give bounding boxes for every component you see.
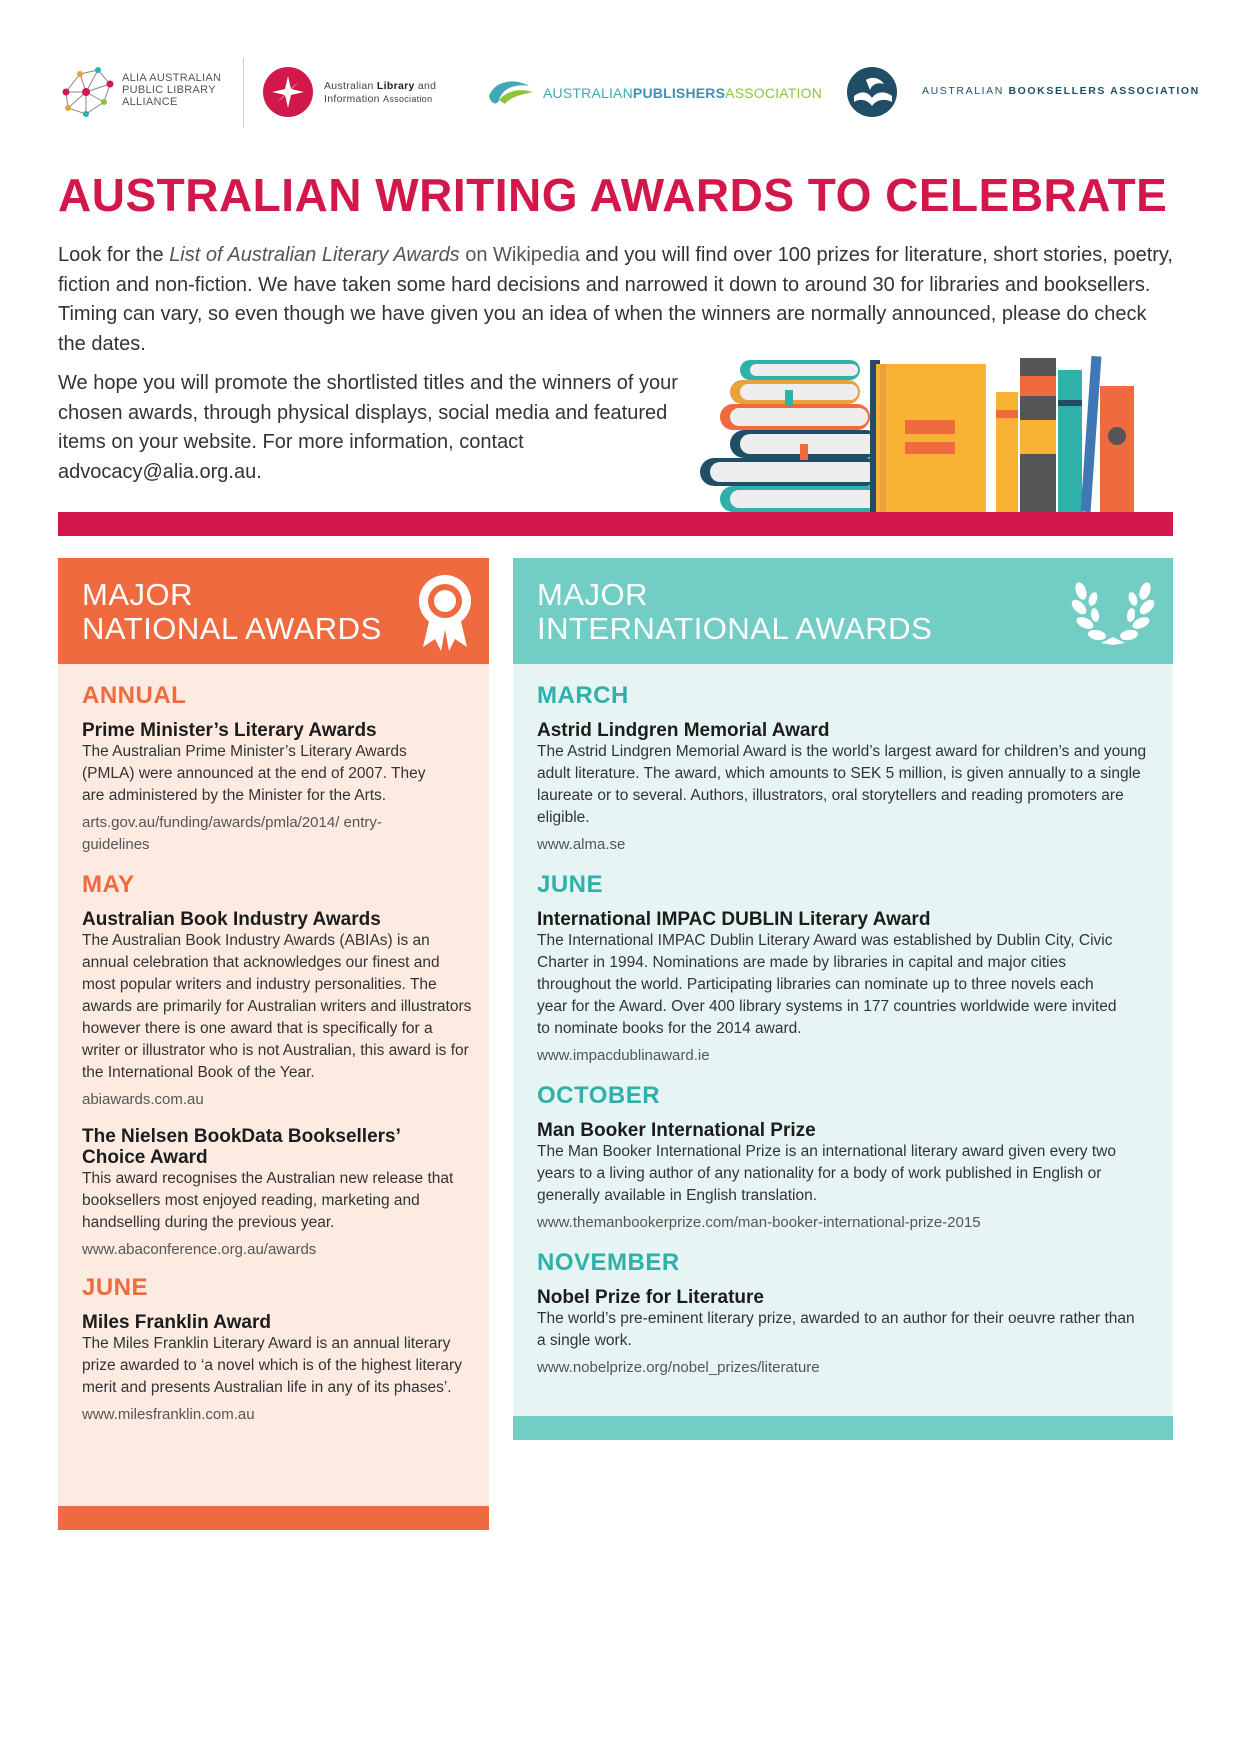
award-url[interactable]: www.themanbookerprize.com/man-booker-international-prize-2015 <box>537 1214 981 1231</box>
month-heading: JUNE <box>537 871 604 898</box>
award-name: International IMPAC DUBLIN Literary Award <box>537 909 931 930</box>
month-heading: ANNUAL <box>82 682 187 709</box>
wikipedia-list-link[interactable]: List of Australian Literary Awards <box>169 244 460 266</box>
award-description: The Man Booker International Prize is an international literary award given every two years to a living author of any nationality for a body of work published in English or generally available in English translation. <box>537 1143 1116 1204</box>
intro-paragraph-1 <box>58 241 1178 359</box>
month-heading: MARCH <box>537 682 629 709</box>
intro-text: and you will find over 100 prizes for literature, short stories, poetry, fiction and non-fiction. We have taken some hard decisions and narrowed it down to around 30 for libraries and booksellers. Timing can vary, so even though we have given you an idea of when the winners are normally announced, please do check the dates. <box>58 244 1173 355</box>
award-name: Miles Franklin Award <box>82 1312 271 1333</box>
book-stack-icon <box>700 360 890 512</box>
national-awards-panel <box>58 558 489 1530</box>
alia-star-icon <box>262 66 314 118</box>
alia-name-part: Australian <box>324 80 374 92</box>
award-description: The Australian Prime Minister’s Literary Awards (PMLA) were announced at the end of 2007. They are administered by the Minister for the Arts. <box>82 743 426 804</box>
award-name: Nobel Prize for Literature <box>537 1287 764 1308</box>
logo-divider <box>243 58 244 128</box>
apla-line: PUBLIC LIBRARY <box>122 84 216 96</box>
national-body <box>82 682 472 1426</box>
award-description: The Miles Franklin Literary Award is an annual literary prize awarded to ‘a novel which is of the highest literary merit and presents Australian life in any of its phases’. <box>82 1335 462 1396</box>
award-description: The Australian Book Industry Awards (ABIAs) is an annual celebration that acknowledges our finest and most popular writers and industry personalities. The awards are primarily for Australian writers and illustrators however there is one award that is specifically for a writer or illustrator who is not Australian, this award is for the International Book of the Year. <box>82 932 472 1081</box>
red-divider-band <box>58 512 1173 536</box>
apa-logo <box>485 74 822 110</box>
intro-text: on Wikipedia <box>459 244 580 266</box>
award-description: The Astrid Lindgren Memorial Award is the world’s largest award for children’s and young adult literature. The award, which amounts to SEK 5 million, is given annually to a single laureate or to several. Authors, illustrators, oral storytellers and reading promoters are eligible. <box>537 743 1147 826</box>
apa-name-part: AUSTRALIAN <box>543 85 633 101</box>
month-heading: JUNE <box>82 1274 149 1301</box>
aba-name-part: AUSTRALIAN <box>922 85 1004 97</box>
award-name: Astrid Lindgren Memorial Award <box>537 720 830 741</box>
month-heading: OCTOBER <box>537 1082 661 1109</box>
apla-line: ALIA AUSTRALIAN <box>122 72 222 84</box>
award-url[interactable]: www.nobelprize.org/nobel_prizes/literature <box>537 1359 820 1376</box>
national-footer-bar <box>58 1506 489 1530</box>
award-name: Australian Book Industry Awards <box>82 909 381 930</box>
award-name: The Nielsen BookData Booksellers’ Choice Award <box>82 1126 400 1168</box>
apa-wave-icon <box>485 74 537 110</box>
intro-text: Look for the <box>58 244 170 266</box>
page-title: AUSTRALIAN WRITING AWARDS TO CELEBRATE <box>58 169 1168 221</box>
month-heading: NOVEMBER <box>537 1249 680 1276</box>
award-name: Prime Minister’s Literary Awards <box>82 720 377 741</box>
apa-name-part: PUBLISHERS <box>632 85 726 101</box>
alia-apla-logo <box>58 62 228 124</box>
award-description: This award recognises the Australian new release that booksellers most enjoyed reading, marketing and handselling during the previous year. <box>82 1170 454 1231</box>
alia-logo <box>262 66 462 118</box>
international-body <box>537 682 1157 1379</box>
award-description: The International IMPAC Dublin Literary Award was established by Dublin City, Civic Charter in 1994. Nominations are made by libraries in capital and major cities throughout the world. Participating libraries can nominate up to three novels each year for the Award. Over 400 library systems in 177 countries worldwide were invited to nominate books for the 2014 award. <box>537 932 1117 1037</box>
international-header <box>513 558 1173 664</box>
national-header <box>58 558 489 664</box>
award-url[interactable]: arts.gov.au/funding/awards/pmla/2014/ entry-guidelines <box>82 814 382 853</box>
award-url[interactable]: www.impacdublinaward.ie <box>537 1047 710 1064</box>
alia-name-part: and <box>417 80 437 92</box>
laurel-wreath-icon <box>1071 573 1155 649</box>
award-url[interactable]: www.alma.se <box>537 836 626 853</box>
intro-paragraph-2: We hope you will promote the shortlisted titles and the winners of your chosen awards, through physical displays, social media and featured items on your website. For more information, contact advocacy@alia.org.au. <box>58 372 678 483</box>
alia-name-part: Association <box>383 94 433 104</box>
apa-name-part: ASSOCIATION <box>725 85 822 101</box>
aba-logo <box>846 66 1200 118</box>
award-description: The world’s pre-eminent literary prize, awarded to an author for their oeuvre rather than a single work. <box>537 1310 1135 1349</box>
month-heading: MAY <box>82 871 135 898</box>
alia-name-bold: Library <box>376 80 415 92</box>
award-url[interactable]: www.milesfranklin.com.au <box>82 1406 255 1423</box>
aba-name-part: BOOKSELLERS ASSOCIATION <box>1008 85 1200 97</box>
international-heading-line: MAJOR <box>537 577 648 612</box>
national-heading-line: MAJOR <box>82 577 193 612</box>
books-illustration <box>690 350 1180 525</box>
award-rosette-icon <box>415 573 475 653</box>
international-awards-panel <box>513 558 1173 1440</box>
alia-name-part: Information <box>324 93 380 105</box>
award-url[interactable]: www.abaconference.org.au/awards <box>82 1241 317 1258</box>
national-heading-line: NATIONAL AWARDS <box>82 611 382 646</box>
award-url[interactable]: abiawards.com.au <box>82 1091 204 1108</box>
apla-line: ALLIANCE <box>122 96 178 108</box>
international-footer-bar <box>513 1416 1173 1440</box>
award-name: Man Booker International Prize <box>537 1120 816 1141</box>
network-icon <box>58 62 118 124</box>
aba-book-icon <box>846 66 898 118</box>
international-heading-line: INTERNATIONAL AWARDS <box>537 611 933 646</box>
